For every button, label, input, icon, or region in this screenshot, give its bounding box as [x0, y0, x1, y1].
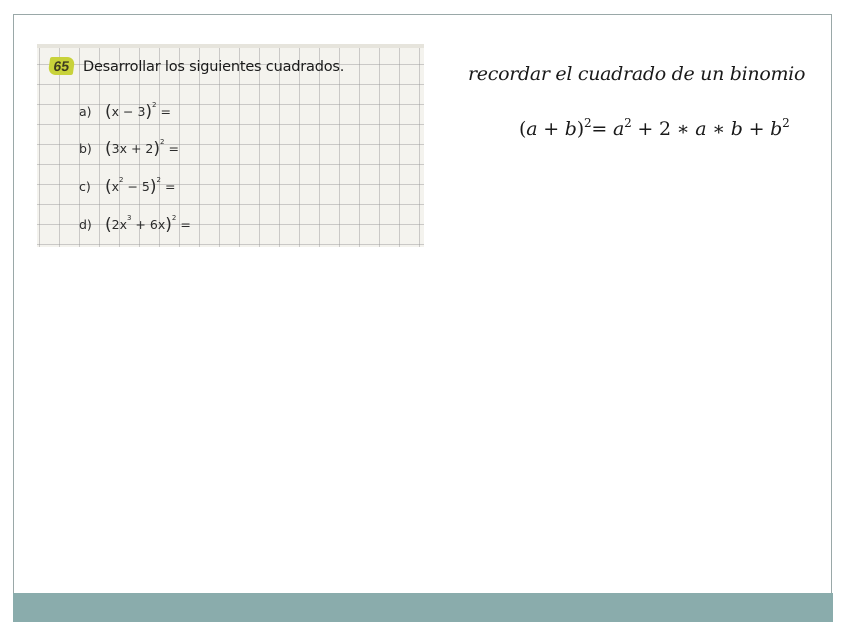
close-paren: )	[165, 215, 172, 235]
item-letter: d)	[79, 217, 92, 232]
equals-sign: =	[591, 118, 613, 140]
close-paren: )	[149, 177, 157, 197]
exercise-item-d	[79, 214, 191, 235]
open-paren: (	[104, 102, 112, 122]
exponent: 2	[624, 116, 632, 130]
item-letter: c)	[79, 179, 91, 194]
item-equals: =	[164, 179, 176, 194]
item-base-post: + 6x	[131, 217, 166, 232]
item-base-pre: 2x	[111, 217, 127, 232]
item-exponent: 2	[160, 138, 165, 146]
term-b: b	[730, 118, 743, 140]
times-sign: ∗	[706, 118, 731, 140]
item-letter: a)	[79, 104, 92, 119]
item-exponent: 2	[171, 214, 177, 222]
item-equals: =	[160, 104, 171, 119]
plus-sign: +	[631, 118, 659, 140]
open-paren: (	[104, 215, 112, 235]
exercise-title: Desarrollar los siguientes cuadrados.	[83, 59, 345, 75]
exponent: 2	[583, 116, 592, 130]
exponent: 2	[782, 116, 790, 130]
footer-bar	[13, 593, 833, 622]
binomial-square-formula: $(a + b)^2= a^2 + 2$ ∗ a ∗ $b + b^2$	[519, 116, 790, 140]
exercise-item-a	[79, 101, 171, 122]
exercise-number-badge: 65	[48, 57, 76, 75]
exercise-item-b	[79, 138, 179, 159]
exercise-item-c	[79, 176, 175, 197]
item-inner-exponent: 3	[126, 214, 132, 222]
close-paren: )	[145, 102, 153, 122]
item-equals: =	[180, 217, 191, 232]
open-paren: (	[104, 139, 112, 159]
plus-sign: +	[537, 118, 565, 140]
term-a: a	[695, 118, 707, 140]
term-b: b	[564, 118, 577, 140]
item-base-pre: x	[111, 179, 120, 194]
exercise-image	[37, 44, 424, 247]
plus-sign: +	[742, 118, 771, 140]
item-inner-exponent: 2	[119, 176, 124, 184]
item-base: x − 3	[111, 104, 146, 119]
open-paren: (	[104, 177, 112, 197]
term-b: b	[770, 118, 783, 140]
item-equals: =	[168, 141, 179, 156]
item-exponent: 2	[156, 176, 161, 184]
coefficient: 2	[658, 118, 671, 140]
item-letter: b)	[79, 141, 92, 156]
item-exponent: 2	[152, 101, 157, 109]
item-base-post: − 5	[123, 179, 150, 194]
reminder-text: recordar el cuadrado de un binomio	[468, 63, 806, 85]
term-a: a	[612, 118, 625, 140]
times-sign: ∗	[670, 118, 696, 140]
item-base: 3x + 2	[111, 141, 154, 156]
term-a: a	[526, 118, 538, 140]
close-paren: )	[153, 139, 160, 159]
